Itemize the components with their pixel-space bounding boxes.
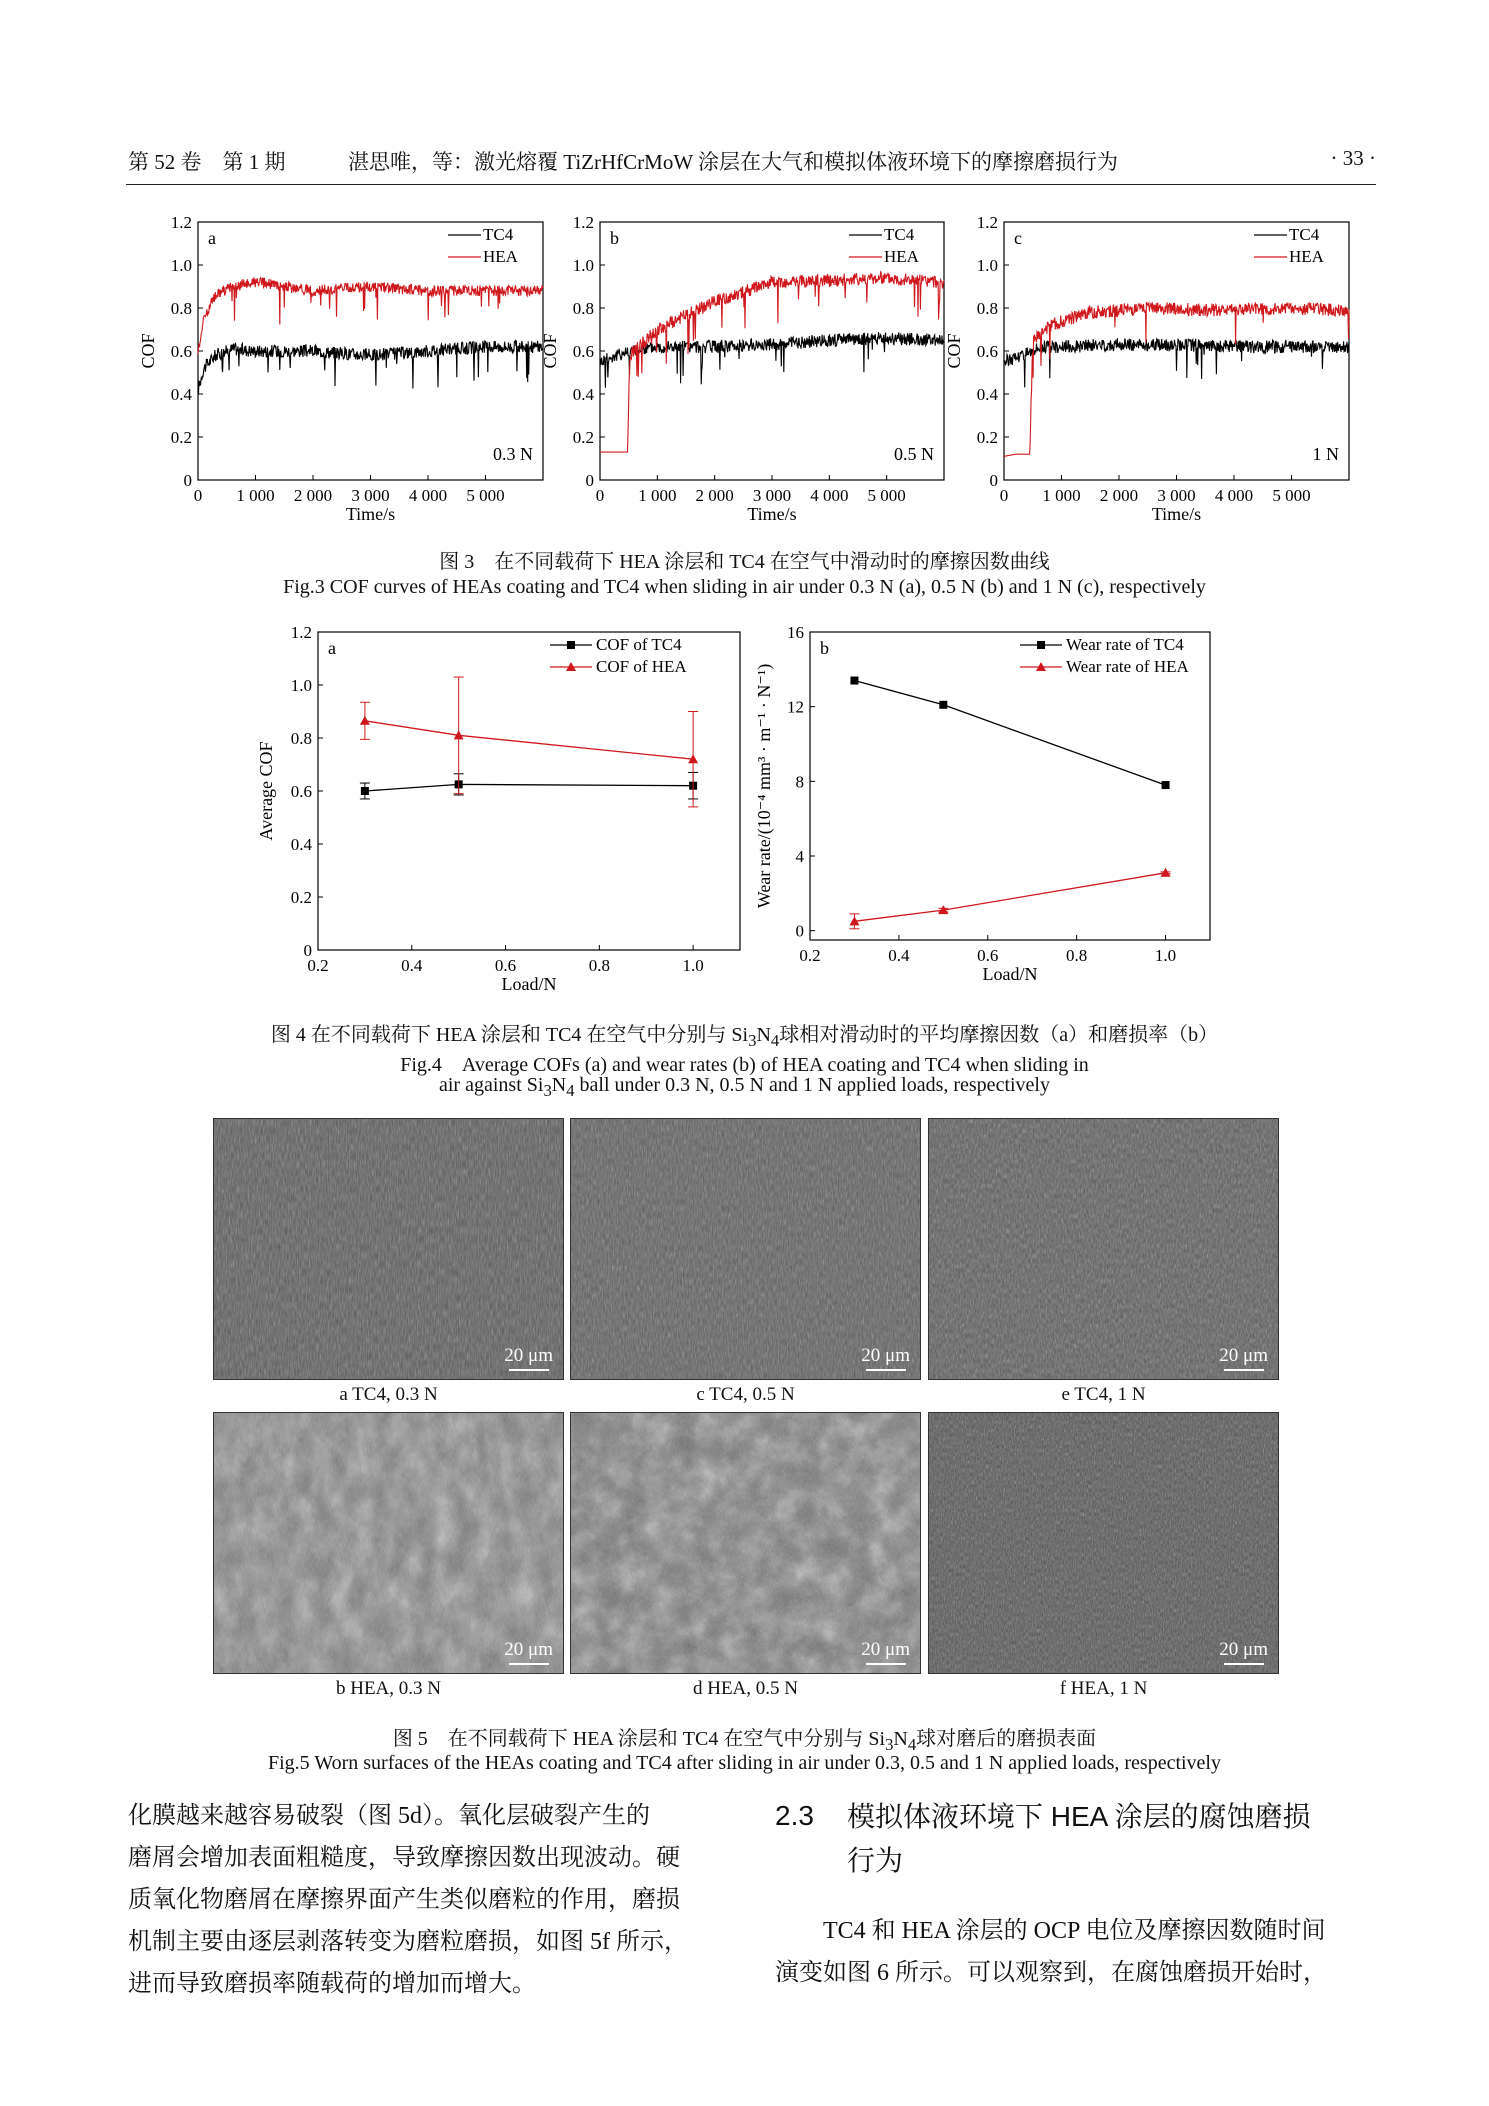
y-tick-label: 1.0 [572,256,594,275]
journal-volume: 第 52 卷 第 1 期 [128,150,286,174]
load-annotation: 0.3 N [493,444,533,464]
legend-marker [1037,641,1045,649]
y-tick-label: 0.4 [170,385,192,404]
scale-bar-label: 20 μm [1219,1639,1268,1660]
x-axis-label: Time/s [1151,504,1202,524]
body-line: 演变如图 6 所示。可以观察到，在腐蚀磨损开始时， [775,1960,1327,1986]
figure-4 [0,610,1489,1010]
x-axis-label: Load/N [501,974,557,994]
scale-bar-label: 20 μm [861,1345,910,1366]
y-tick-label: 1.0 [170,256,192,275]
legend-label: HEA [884,247,919,266]
y-axis-label: COF [944,333,964,369]
series-line [365,784,693,791]
running-title: 湛思唯，等：激光熔覆 TiZrHfCrMoW 涂层在大气和模拟体液环境下的摩擦磨损行为 [348,150,1119,174]
figure-5-caption-cn-sub1: 3 [885,1735,894,1754]
sem-label-b: b HEA, 0.3 N [335,1678,442,1699]
y-axis-label: COF [138,333,158,369]
y-tick-label: 0.8 [976,299,998,318]
panel-letter: b [610,228,619,248]
body-line: 化膜越来越容易破裂（图 5d）。氧化层破裂产生的 [128,1803,650,1829]
figure-4-caption-cn-part2: N [756,1024,771,1046]
x-tick-label: 0 [193,486,203,505]
body-line: 机制主要由逐层剥落转变为磨粒磨损，如图 5f 所示， [128,1929,688,1955]
scale-bar [504,1345,553,1371]
x-tick-label: 0.2 [799,946,821,965]
sem-label-a: a TC4, 0.3 N [339,1384,438,1405]
series-line-tc4 [198,340,543,393]
section-title-line1: 模拟体液环境下 HEA 涂层的腐蚀磨损 [847,1801,1311,1832]
figure-4-caption-cn [0,1018,1489,1051]
series-line-hea [1004,302,1349,456]
panel-letter: a [328,638,336,658]
x-tick-label: 1 000 [638,486,677,505]
header-rule [126,184,1376,185]
x-tick-label: 0.4 [888,946,910,965]
x-tick-label: 2 000 [1099,486,1139,505]
data-point-triangle [360,716,370,725]
y-tick-label: 0.4 [290,835,312,854]
figure-4-caption-cn-part1: 图 4 在不同载荷下 HEA 涂层和 TC4 在空气中分别与 Si [270,1024,749,1046]
x-tick-label: 3 000 [1157,486,1196,505]
y-axis-label: Wear rate/(10⁻⁴ mm³ · m⁻¹ · N⁻¹) [754,663,774,909]
sem-label-f: f HEA, 1 N [1059,1678,1148,1699]
x-axis-label: Load/N [982,964,1038,984]
body-left-column [128,1795,728,2005]
x-tick-label: 0.4 [401,956,423,975]
figure-4-caption-en-sub1: 3 [543,1081,552,1100]
scale-bar-label: 20 μm [504,1639,553,1660]
x-tick-label: 3 000 [351,486,390,505]
x-tick-label: 1 000 [1042,486,1081,505]
x-tick-label: 0.6 [494,956,517,975]
figure-3-caption-en: Fig.3 COF curves of HEAs coating and TC4 when sliding in air under 0.3 N (a), 0.5 N (b) and 1 N (c), respectively [283,576,1206,598]
data-point-square [361,787,369,795]
figure-4-caption-en-part2: N [551,1074,567,1096]
page-number: · 33 · [1330,146,1376,170]
legend-label: Wear rate of HEA [1066,657,1189,676]
figure-5-caption-cn-part1: 图 5 在不同载荷下 HEA 涂层和 TC4 在空气中分别与 Si [392,1728,886,1750]
sem-image-hea-1n [928,1412,1279,1674]
y-tick-label: 4 [795,847,804,866]
sem-texture [214,1413,564,1674]
y-tick-label: 0.8 [572,299,594,318]
panel-letter: c [1014,228,1022,248]
legend-label: COF of TC4 [596,635,682,654]
x-tick-label: 2 000 [695,486,734,505]
y-tick-label: 0.8 [290,729,312,748]
scale-bar [861,1345,910,1371]
figure-3-caption-cn: 图 3 在不同载荷下 HEA 涂层和 TC4 在空气中滑动时的摩擦因数曲线 [439,551,1050,573]
x-tick-label: 3 000 [752,486,792,505]
body-right-column [775,1910,1375,1994]
section-title-line2: 行为 [847,1845,904,1876]
wear-rate-chart [754,623,1210,984]
sem-label-e: e TC4, 1 N [1061,1384,1146,1405]
figure-4-caption-en-sub2: 4 [566,1081,575,1100]
x-axis-label: Time/s [345,504,396,524]
sem-image-tc4-1n [928,1118,1279,1380]
figure-5-caption-cn-part3: 球对磨后的磨损表面 [916,1728,1097,1750]
x-tick-label: 0.6 [977,946,999,965]
y-tick-label: 12 [787,697,804,717]
sem-image-hea-0-3n [213,1412,564,1674]
x-tick-label: 4 000 [1214,486,1254,505]
sem-image-tc4-0-3n [213,1118,564,1380]
legend-label: TC4 [884,225,915,244]
x-tick-label: 5 000 [1272,486,1311,505]
body-line: 进而导致磨损率随载荷的增加而增大。 [128,1971,536,1997]
section-title [847,1795,1311,1883]
legend-label: TC4 [1289,225,1320,244]
figure-4-caption-en-line2 [0,1074,1489,1101]
y-tick-label: 0 [183,471,192,490]
figure-5-caption-cn-part2: N [893,1728,908,1750]
legend-label: HEA [483,247,518,266]
figure-4-caption-en-line1: Fig.4 Average COFs (a) and wear rates (b) of HEA coating and TC4 when sliding in [400,1054,1089,1076]
figure-4-caption-en-part1: air against Si [439,1074,544,1096]
sem-texture [929,1413,1279,1674]
sem-label-d: d HEA, 0.5 N [692,1678,799,1699]
y-tick-label: 0.6 [290,782,312,801]
section-number: 2.3 [775,1800,814,1831]
y-tick-label: 0.6 [572,342,594,361]
y-axis-label: Average COF [256,741,276,841]
figure-4-caption-cn-sub1: 3 [748,1031,757,1050]
y-tick-label: 1.2 [976,213,998,232]
panel-letter: a [208,228,216,248]
legend-label: TC4 [483,225,514,244]
y-tick-label: 0.8 [170,299,192,318]
figure-5-caption-cn [0,1722,1489,1755]
y-tick-label: 1.0 [290,676,312,695]
y-tick-label: 16 [787,623,804,642]
x-tick-label: 5 000 [466,486,505,505]
body-line: TC4 和 HEA 涂层的 OCP 电位及摩擦因数随时间 [823,1918,1326,1944]
x-tick-label: 5 000 [867,486,906,505]
legend-marker [567,641,575,649]
y-tick-label: 1.2 [572,213,594,232]
x-tick-label: 1.0 [682,956,704,975]
average-cof-chart [256,623,740,994]
x-tick-label: 0.8 [588,956,610,975]
y-tick-label: 0 [303,941,312,960]
y-tick-label: 0.2 [290,888,312,907]
legend-label: Wear rate of TC4 [1066,635,1184,654]
sem-texture [571,1119,921,1380]
x-axis-label: Time/s [747,504,797,524]
data-point-square [939,701,947,709]
y-tick-label: 0.6 [976,342,998,361]
cof-chart-c [944,213,1349,524]
scale-bar [1219,1639,1268,1665]
figure-4-caption-cn-sub2: 4 [770,1031,780,1050]
y-tick-label: 1.0 [976,256,998,275]
sem-label-c: c TC4, 0.5 N [696,1384,795,1405]
legend-label: HEA [1289,247,1324,266]
series-line [365,721,693,759]
figure-5-caption-en: Fig.5 Worn surfaces of the HEAs coating and TC4 after sliding in air under 0.3, 0.5 and 1 N applied loads, respectively [268,1752,1221,1774]
x-tick-label: 1 000 [236,486,275,505]
scale-bar-label: 20 μm [861,1639,910,1660]
y-tick-label: 0.2 [170,428,192,447]
x-tick-label: 0 [595,486,605,505]
y-tick-label: 0.4 [572,385,594,404]
scale-bar [504,1639,553,1665]
series-line [854,873,1165,922]
x-tick-label: 0 [999,486,1009,505]
y-tick-label: 0 [585,471,594,490]
data-point-square [850,677,858,685]
scale-bar [861,1639,910,1665]
sem-texture [929,1119,1279,1380]
y-tick-label: 0.2 [572,428,594,447]
x-tick-label: 4 000 [810,486,849,505]
x-tick-label: 2 000 [293,486,333,505]
y-tick-label: 1.2 [170,213,192,232]
sem-image-tc4-0-5n [570,1118,921,1380]
series-line-hea [198,278,543,355]
y-tick-label: 0 [989,471,998,490]
running-head [128,146,1376,186]
body-line: 质氧化物磨屑在摩擦界面产生类似磨粒的作用，磨损 [128,1887,680,1913]
load-annotation: 1 N [1312,444,1339,464]
x-tick-label: 1.0 [1154,946,1177,965]
data-point-square [1162,781,1170,789]
scale-bar-label: 20 μm [1219,1345,1268,1366]
load-annotation: 0.5 N [894,444,934,464]
scale-bar [1219,1345,1268,1371]
scale-bar-label: 20 μm [504,1345,553,1366]
y-axis-label: COF [540,333,560,369]
x-tick-label: 4 000 [408,486,448,505]
y-tick-label: 8 [795,772,804,792]
y-tick-label: 0 [795,921,804,941]
figure-4-caption-en-part3: ball under 0.3 N, 0.5 N and 1 N applied loads, respectively [574,1074,1050,1096]
cof-chart-a [138,213,543,524]
sem-texture [571,1413,921,1674]
plot-frame [810,632,1210,940]
y-tick-label: 1.2 [290,623,312,642]
panel-letter: b [820,638,829,658]
plot-frame [318,632,740,950]
x-tick-label: 0.2 [307,956,329,975]
sem-texture [214,1119,564,1380]
sem-image-hea-0-5n [570,1412,921,1674]
series-line-tc4 [1004,338,1349,387]
y-tick-label: 0.2 [976,428,998,447]
y-tick-label: 0.4 [976,385,998,404]
cof-chart-b [540,213,944,524]
body-line: 磨屑会增加表面粗糙度，导致摩擦因数出现波动。硬 [128,1845,680,1871]
series-line-hea [600,272,944,452]
x-tick-label: 0.8 [1066,946,1088,965]
y-tick-label: 0.6 [170,342,192,361]
figure-5-caption-cn-sub2: 4 [907,1735,917,1754]
series-line [854,681,1165,786]
figure-4-caption-cn-part3: 球相对滑动时的平均摩擦因数（a）和磨损率（b） [779,1024,1219,1046]
legend-label: COF of HEA [596,657,687,676]
